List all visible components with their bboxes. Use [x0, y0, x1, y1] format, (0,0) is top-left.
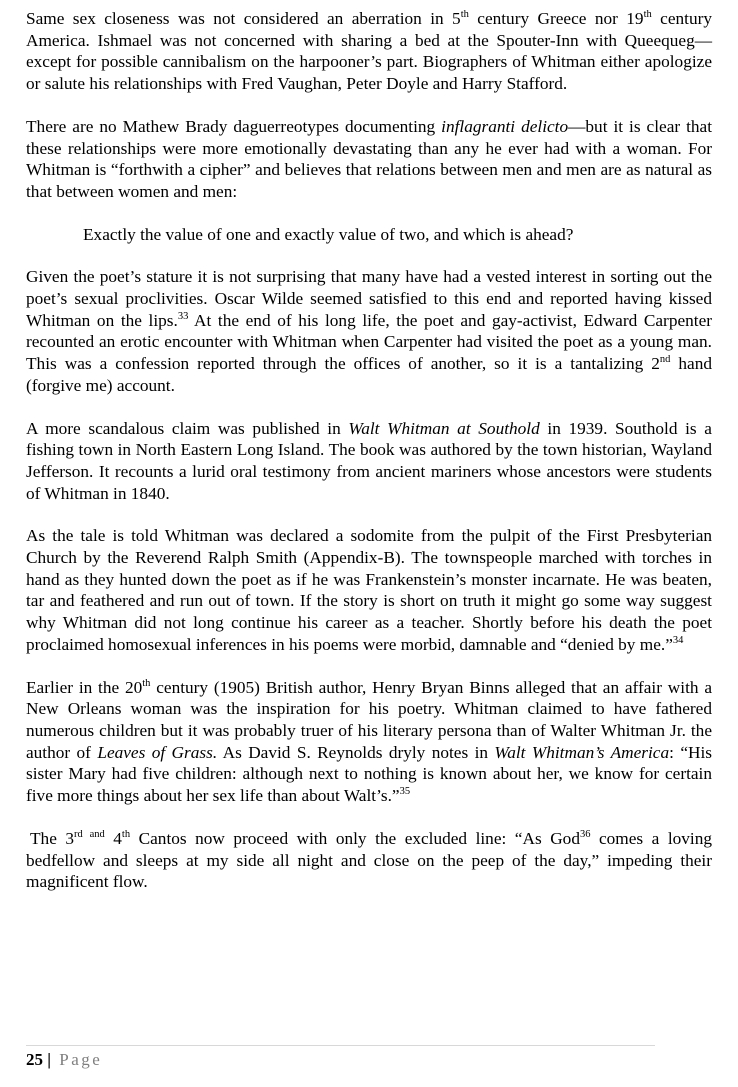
page-number: 25 [26, 1050, 43, 1069]
text-run: As the tale is told Whitman was declared a sodomite from the pulpit of the First Presbyterian Church by the Reverend Ralph Smith (Appendix-B). The townspeople marched with torches in hand as they hunted down the poet as if he was Frankenstein’s monster incarnate. He was beaten, tar and feathered and run out of town. If the story is short on truth it might go some way suggest why Whitman did not long continue his career as a teacher. Shortly before his death the poet proclaimed homosexual inferences in his poems were morbid, damnable and “denied by me.” [26, 526, 712, 654]
ordinal-suffix: th [121, 828, 131, 840]
text-run: century America. Ishmael was not concerned with sharing a bed at the Spouter-Inn with Queequeg—except for possible cannibalism on the harpooner’s part. Biographers of Whitman either apologize or salute his relationships with Fred Vaughan, Peter Doyle and Harry Stafford. [26, 9, 712, 94]
body-paragraph [26, 266, 712, 396]
body-paragraph [26, 116, 712, 203]
ordinal-suffix: th [460, 9, 469, 20]
italic-title: Walt Whitman at Southold [348, 418, 540, 438]
body-paragraph [26, 525, 712, 655]
text-run: Exactly the value of one and exactly value of two, and which is ahead? [83, 224, 574, 244]
text-run: —but it is clear that these relationships were more emotionally devastating than any he ever had with a woman. For Whitman is “forthwith a cipher” and believes that relations between men and men are as natural as that between women and men: [26, 116, 713, 201]
text-run: century (1905) British author, Henry Bryan Binns alleged that an affair with a New Orleans woman was the inspiration for his poetry. Whitman claimed to have fathered numerous children but it was probably truer of his literary persona than of Walter Whitman Jr. the author of [26, 677, 712, 762]
page-footer [26, 1049, 102, 1071]
footer-divider [26, 1045, 655, 1046]
document-body [26, 8, 712, 914]
footnote-marker: 35 [399, 786, 411, 798]
body-paragraph [26, 8, 712, 95]
italic-title: inflagranti delicto [441, 116, 569, 136]
text-run: century Greece nor 19 [468, 9, 644, 28]
footer-separator: | [47, 1050, 51, 1069]
ordinal-suffix: rd and [74, 828, 105, 840]
ordinal-suffix: th [643, 9, 652, 20]
text-run: 4 [104, 828, 122, 848]
body-paragraph [26, 418, 712, 505]
body-paragraph [26, 828, 712, 893]
ordinal-suffix: nd [659, 354, 671, 366]
body-paragraph [26, 677, 712, 807]
footnote-marker: 33 [177, 310, 189, 322]
text-run: in 1939. Southold is a fishing town in North Eastern Long Island. The book was authored by the town historian, Wayland Jefferson. It recounts a lurid oral testimony from ancient mariners whose ancestors were students of Whitman in 1840. [26, 418, 712, 503]
text-run: As David S. Reynolds dryly notes in [217, 742, 495, 762]
italic-title: Leaves of Grass. [97, 742, 218, 762]
text-run: Cantos now proceed with only the excluded line: “As God [130, 828, 580, 848]
text-run: hand (forgive me) account. [26, 354, 712, 395]
text-run: At the end of his long life, the poet and gay-activist, Edward Carpenter recounted an erotic encounter with Whitman when Carpenter had visited the poet as a young man. This was a confession reported through the offices of another, so it is a tantalizing 2 [26, 310, 712, 374]
footnote-marker: 34 [672, 634, 684, 646]
text-run: Given the poet’s stature it is not surprising that many have had a vested interest in sorting out the poet’s sexual proclivities. Oscar Wilde seemed satisfied to this end and reported having kissed Whitman on the lips. [26, 267, 712, 330]
block-quote [26, 224, 712, 246]
page-label: Page [59, 1050, 103, 1069]
footnote-marker: 36 [579, 828, 591, 840]
ordinal-suffix: th [142, 677, 151, 689]
text-run: Earlier in the 20 [26, 677, 143, 697]
text-run: A more scandalous claim was published in [26, 418, 349, 438]
text-run: : “His sister Mary had five children: although next to nothing is known about her, we know for certain five more things about her sex life than about Walt’s.” [26, 742, 712, 806]
text-run: The 3 [30, 828, 75, 848]
text-run: Same sex closeness was not considered an aberration in 5 [26, 9, 461, 28]
italic-title: Walt Whitman’s America [494, 742, 670, 762]
text-run: There are no Mathew Brady daguerreotypes documenting [26, 116, 442, 136]
text-run: comes a loving bedfellow and sleeps at my side all night and close on the peep of the day,” impeding their magnificent flow. [26, 828, 712, 892]
